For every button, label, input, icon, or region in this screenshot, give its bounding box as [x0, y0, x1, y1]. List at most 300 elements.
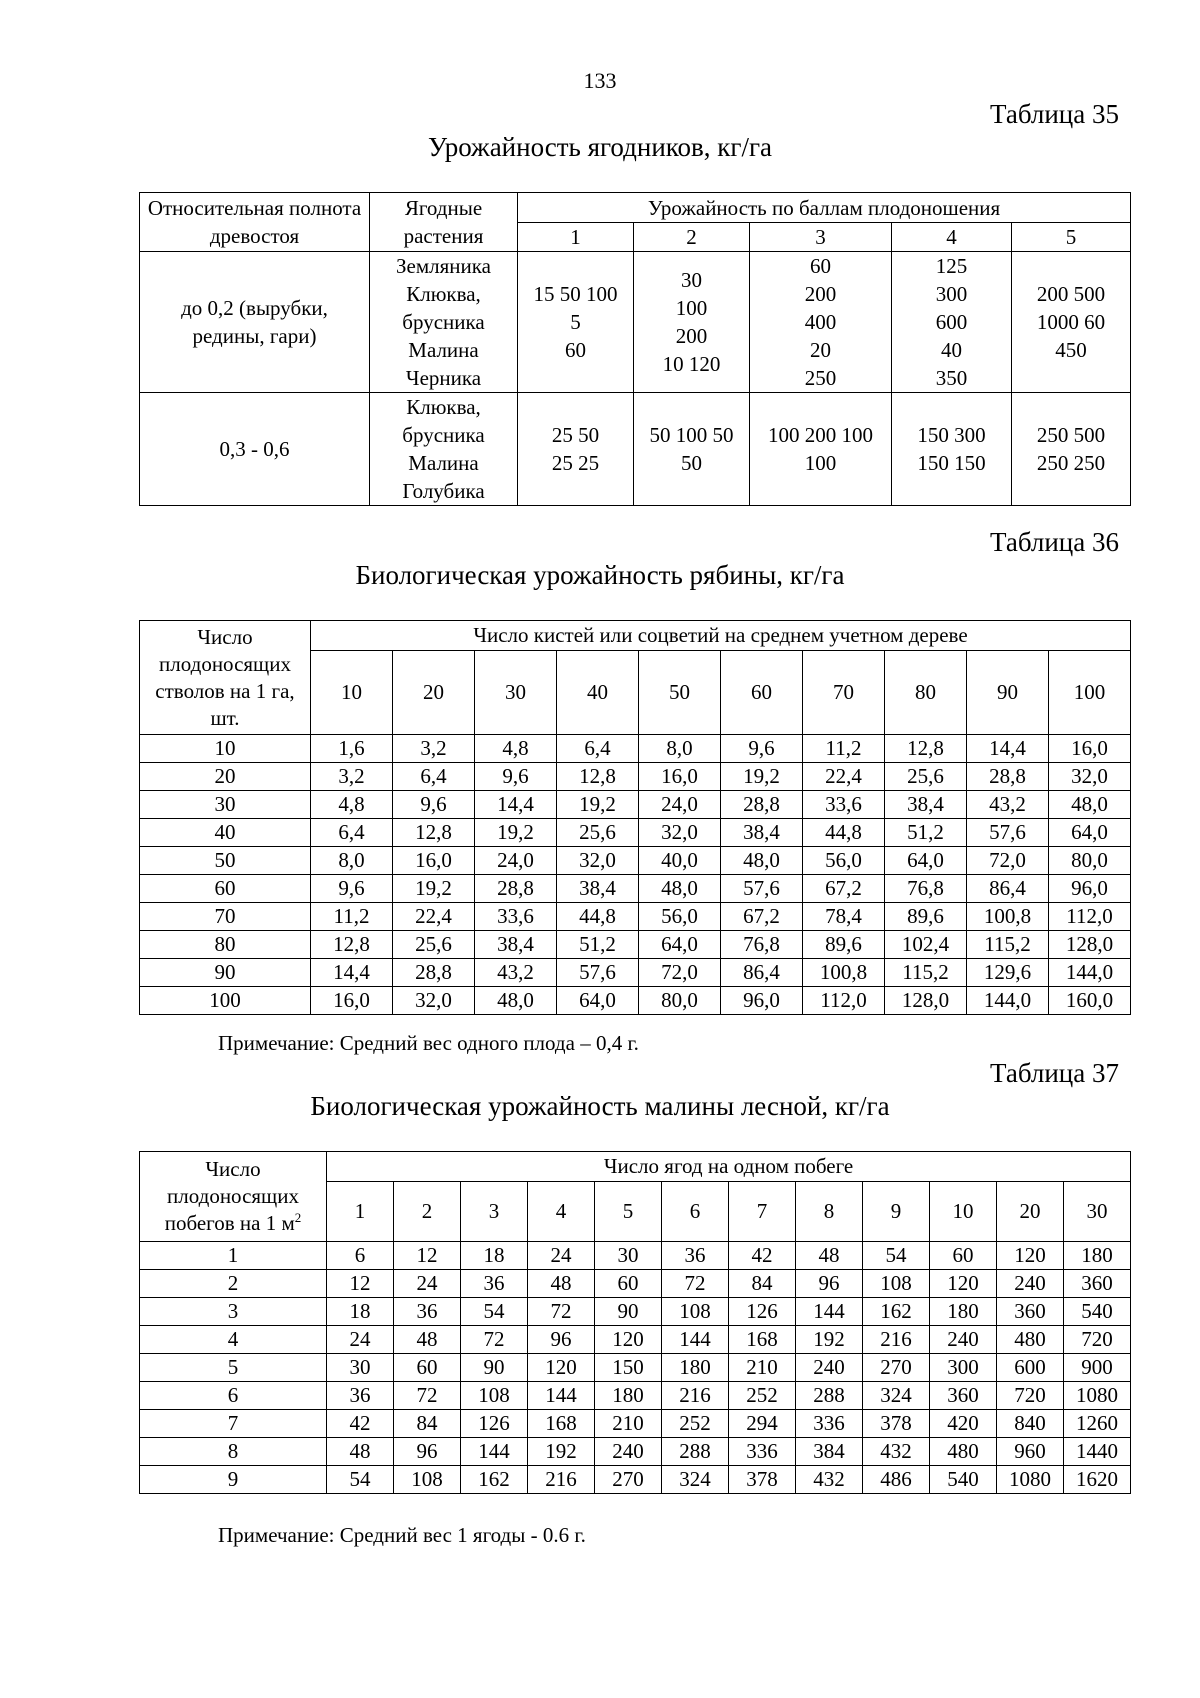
- table-cell: 432: [863, 1438, 930, 1466]
- table-cell: 28,8: [475, 875, 557, 903]
- table-cell: 600: [997, 1354, 1064, 1382]
- table-cell: 33,6: [475, 903, 557, 931]
- table-cell: 192: [796, 1326, 863, 1354]
- table-cell: 216: [662, 1382, 729, 1410]
- table-cell: 38,4: [557, 875, 639, 903]
- table-cell: 378: [863, 1410, 930, 1438]
- table-cell: 180: [930, 1298, 997, 1326]
- row-label: 60: [140, 875, 311, 903]
- table-row: [140, 931, 1131, 959]
- table-cell: 384: [796, 1438, 863, 1466]
- table-cell: 38,4: [475, 931, 557, 959]
- table-cell: 72,0: [967, 847, 1049, 875]
- row-label: 40: [140, 819, 311, 847]
- table-cell: 9,6: [721, 735, 803, 763]
- table-cell: 78,4: [803, 903, 885, 931]
- table-cell: 540: [1064, 1298, 1131, 1326]
- table-cell: 180: [662, 1354, 729, 1382]
- table-row: [140, 1298, 1131, 1326]
- table-cell: 900: [1064, 1354, 1131, 1382]
- table-cell: 96,0: [721, 987, 803, 1015]
- table-cell: 86,4: [721, 959, 803, 987]
- row-label: 1: [140, 1242, 327, 1270]
- table-cell: 36: [394, 1298, 461, 1326]
- table35-density: до 0,2 (вырубки, редины, гари): [140, 252, 370, 393]
- table-cell: 324: [863, 1382, 930, 1410]
- table-cell: 57,6: [967, 819, 1049, 847]
- table-cell: 64,0: [557, 987, 639, 1015]
- table-cell: 120: [930, 1270, 997, 1298]
- table-cell: 60: [595, 1270, 662, 1298]
- table-row: [140, 1466, 1131, 1494]
- row-label: 90: [140, 959, 311, 987]
- table-cell: 9,6: [311, 875, 393, 903]
- table-cell: 102,4: [885, 931, 967, 959]
- table35-cell: 60 200 400 20 250: [750, 252, 892, 393]
- table36-col-header: 10: [311, 651, 393, 735]
- table35-plants: Земляника Клюква, брусника Малина Черника: [370, 252, 518, 393]
- table-cell: 16,0: [639, 763, 721, 791]
- table-cell: 64,0: [885, 847, 967, 875]
- table-cell: 11,2: [311, 903, 393, 931]
- table-cell: 1080: [997, 1466, 1064, 1494]
- table-cell: 96: [796, 1270, 863, 1298]
- table-cell: 72,0: [639, 959, 721, 987]
- table-cell: 11,2: [803, 735, 885, 763]
- table-cell: 80,0: [639, 987, 721, 1015]
- table-cell: 3,2: [393, 735, 475, 763]
- table-cell: 56,0: [639, 903, 721, 931]
- table-cell: 240: [595, 1438, 662, 1466]
- table-cell: 112,0: [803, 987, 885, 1015]
- table-cell: 336: [796, 1410, 863, 1438]
- table-cell: 38,4: [885, 791, 967, 819]
- table-cell: 24: [394, 1270, 461, 1298]
- table37-col-header: 6: [662, 1182, 729, 1242]
- table36: [139, 620, 1131, 1015]
- table-cell: 24: [327, 1326, 394, 1354]
- table-cell: 57,6: [721, 875, 803, 903]
- table36-row-header: Число плодоносящих стволов на 1 га, шт.: [140, 621, 311, 735]
- row-label: 30: [140, 791, 311, 819]
- table35: [139, 192, 1131, 506]
- row-label: 100: [140, 987, 311, 1015]
- table37-note: Примечание: Средний вес 1 ягоды - 0.6 г.: [218, 1523, 586, 1547]
- table-cell: 128,0: [1049, 931, 1131, 959]
- table-cell: 108: [394, 1466, 461, 1494]
- table-row: [140, 819, 1131, 847]
- table-cell: 16,0: [311, 987, 393, 1015]
- table-cell: 16,0: [1049, 735, 1131, 763]
- table-cell: 43,2: [475, 959, 557, 987]
- table35-cell: 150 300 150 150: [892, 393, 1012, 506]
- table-cell: 840: [997, 1410, 1064, 1438]
- table-cell: 19,2: [721, 763, 803, 791]
- table-cell: 240: [930, 1326, 997, 1354]
- table-cell: 32,0: [557, 847, 639, 875]
- table-cell: 24,0: [475, 847, 557, 875]
- table-cell: 120: [595, 1326, 662, 1354]
- table-cell: 44,8: [557, 903, 639, 931]
- table35-cell: 250 500 250 250: [1012, 393, 1131, 506]
- table35-group-header: Урожайность по баллам плодоношения: [518, 193, 1131, 223]
- table-cell: 120: [997, 1242, 1064, 1270]
- table-cell: 30: [327, 1354, 394, 1382]
- table37-col-header: 7: [729, 1182, 796, 1242]
- table-cell: 32,0: [1049, 763, 1131, 791]
- table-cell: 6,4: [311, 819, 393, 847]
- table-cell: 240: [796, 1354, 863, 1382]
- table-cell: 54: [863, 1242, 930, 1270]
- table-cell: 480: [930, 1438, 997, 1466]
- table35-col1-header: Относительная полнота древостоя: [140, 193, 370, 252]
- table-row: [140, 903, 1131, 931]
- table-cell: 25,6: [557, 819, 639, 847]
- table-row: [140, 735, 1131, 763]
- table-cell: 6: [327, 1242, 394, 1270]
- table35-plants: Клюква, брусника Малина Голубика: [370, 393, 518, 506]
- table-cell: 162: [461, 1466, 528, 1494]
- table37-col-header: 2: [394, 1182, 461, 1242]
- table-cell: 129,6: [967, 959, 1049, 987]
- table36-col-header: 90: [967, 651, 1049, 735]
- table-cell: 48,0: [639, 875, 721, 903]
- table-cell: 72: [461, 1326, 528, 1354]
- table35-score-header: 5: [1012, 223, 1131, 252]
- table-cell: 1080: [1064, 1382, 1131, 1410]
- table-cell: 4,8: [475, 735, 557, 763]
- table-cell: 144: [796, 1298, 863, 1326]
- table-row: [140, 1354, 1131, 1382]
- table-cell: 252: [662, 1410, 729, 1438]
- row-label: 9: [140, 1466, 327, 1494]
- table35-cell: 50 100 50 50: [634, 393, 750, 506]
- table-cell: 150: [595, 1354, 662, 1382]
- table-cell: 19,2: [475, 819, 557, 847]
- table-cell: 216: [863, 1326, 930, 1354]
- table35-score-header: 3: [750, 223, 892, 252]
- table37-col-header: 5: [595, 1182, 662, 1242]
- table-cell: 160,0: [1049, 987, 1131, 1015]
- table37-col-header: 10: [930, 1182, 997, 1242]
- table-cell: 18: [461, 1242, 528, 1270]
- table-cell: 76,8: [885, 875, 967, 903]
- table-cell: 720: [997, 1382, 1064, 1410]
- table36-label: Таблица 36: [990, 527, 1119, 557]
- table-cell: 294: [729, 1410, 796, 1438]
- table-cell: 89,6: [885, 903, 967, 931]
- table36-title: Биологическая урожайность рябины, кг/га: [355, 560, 845, 590]
- table-cell: 210: [729, 1354, 796, 1382]
- table-cell: 960: [997, 1438, 1064, 1466]
- table-cell: 108: [863, 1270, 930, 1298]
- table-cell: 168: [528, 1410, 595, 1438]
- table-cell: 1620: [1064, 1466, 1131, 1494]
- table-cell: 24,0: [639, 791, 721, 819]
- table-cell: 360: [1064, 1270, 1131, 1298]
- table37: [139, 1151, 1131, 1494]
- table-cell: 100,8: [967, 903, 1049, 931]
- table-cell: 28,8: [967, 763, 1049, 791]
- table-cell: 8,0: [639, 735, 721, 763]
- table-cell: 378: [729, 1466, 796, 1494]
- table-cell: 84: [729, 1270, 796, 1298]
- table35-score-header: 4: [892, 223, 1012, 252]
- table-cell: 9,6: [475, 763, 557, 791]
- table-cell: 126: [729, 1298, 796, 1326]
- table-cell: 360: [930, 1382, 997, 1410]
- row-label: 80: [140, 931, 311, 959]
- table-cell: 54: [461, 1298, 528, 1326]
- table-row: [140, 959, 1131, 987]
- table-cell: 8,0: [311, 847, 393, 875]
- row-label: 3: [140, 1298, 327, 1326]
- table-cell: 108: [662, 1298, 729, 1326]
- table36-note: Примечание: Средний вес одного плода – 0,4 г.: [218, 1031, 639, 1055]
- table-cell: 168: [729, 1326, 796, 1354]
- table36-group-header: Число кистей или соцветий на среднем учетном дереве: [311, 621, 1131, 651]
- table-cell: 51,2: [885, 819, 967, 847]
- table-cell: 48: [394, 1326, 461, 1354]
- table-cell: 12,8: [393, 819, 475, 847]
- table-cell: 72: [528, 1298, 595, 1326]
- table-cell: 6,4: [393, 763, 475, 791]
- table35-title: Урожайность ягодников, кг/га: [427, 132, 773, 162]
- table-row: [140, 763, 1131, 791]
- table-cell: 162: [863, 1298, 930, 1326]
- row-label: 2: [140, 1270, 327, 1298]
- table-cell: 126: [461, 1410, 528, 1438]
- table-cell: 80,0: [1049, 847, 1131, 875]
- table37-col-header: 30: [1064, 1182, 1131, 1242]
- table36-col-header: 50: [639, 651, 721, 735]
- table-row: [140, 987, 1131, 1015]
- table-cell: 28,8: [721, 791, 803, 819]
- table-cell: 270: [595, 1466, 662, 1494]
- table37-col-header: 4: [528, 1182, 595, 1242]
- row-label: 4: [140, 1326, 327, 1354]
- table-cell: 72: [394, 1382, 461, 1410]
- table-cell: 216: [528, 1466, 595, 1494]
- table-cell: 12: [394, 1242, 461, 1270]
- table-cell: 67,2: [721, 903, 803, 931]
- table-cell: 18: [327, 1298, 394, 1326]
- table-cell: 3,2: [311, 763, 393, 791]
- table-row: [140, 1242, 1131, 1270]
- table-cell: 112,0: [1049, 903, 1131, 931]
- table-cell: 67,2: [803, 875, 885, 903]
- table-cell: 24: [528, 1242, 595, 1270]
- table-cell: 144,0: [967, 987, 1049, 1015]
- table-cell: 14,4: [967, 735, 1049, 763]
- table-cell: 90: [595, 1298, 662, 1326]
- table37-row-header: [140, 1152, 327, 1242]
- table37-col-header: 9: [863, 1182, 930, 1242]
- table-cell: 84: [394, 1410, 461, 1438]
- table-cell: 48,0: [1049, 791, 1131, 819]
- table-cell: 64,0: [1049, 819, 1131, 847]
- table-cell: 360: [997, 1298, 1064, 1326]
- row-label: 10: [140, 735, 311, 763]
- table-cell: 86,4: [967, 875, 1049, 903]
- table-cell: 115,2: [885, 959, 967, 987]
- table-cell: 43,2: [967, 791, 1049, 819]
- row-label: 5: [140, 1354, 327, 1382]
- table36-col-header: 100: [1049, 651, 1131, 735]
- table35-density: 0,3 - 0,6: [140, 393, 370, 506]
- table-cell: 192: [528, 1438, 595, 1466]
- table36-col-header: 20: [393, 651, 475, 735]
- table35-cell: 15 50 100 5 60: [518, 252, 634, 393]
- row-label: 6: [140, 1382, 327, 1410]
- table36-col-header: 40: [557, 651, 639, 735]
- table-cell: 4,8: [311, 791, 393, 819]
- table-cell: 89,6: [803, 931, 885, 959]
- table37-title: Биологическая урожайность малины лесной, кг/га: [310, 1091, 890, 1121]
- table-cell: 40,0: [639, 847, 721, 875]
- table-cell: 14,4: [311, 959, 393, 987]
- table-cell: 6,4: [557, 735, 639, 763]
- table-cell: 32,0: [393, 987, 475, 1015]
- table-cell: 96,0: [1049, 875, 1131, 903]
- table-cell: 25,6: [393, 931, 475, 959]
- table-cell: 144: [461, 1438, 528, 1466]
- table35-label: Таблица 35: [990, 99, 1119, 129]
- table-cell: 54: [327, 1466, 394, 1494]
- row-label: 20: [140, 763, 311, 791]
- table37-row-header-sup: 2: [294, 1210, 302, 1225]
- table-cell: 300: [930, 1354, 997, 1382]
- table-cell: 100,8: [803, 959, 885, 987]
- table-cell: 180: [595, 1382, 662, 1410]
- table-cell: 180: [1064, 1242, 1131, 1270]
- table-cell: 48: [327, 1438, 394, 1466]
- table-row: [140, 847, 1131, 875]
- table-cell: 44,8: [803, 819, 885, 847]
- table35-cell: 200 500 1000 60 450: [1012, 252, 1131, 393]
- table35-col2-header: Ягодные растения: [370, 193, 518, 252]
- table-cell: 22,4: [393, 903, 475, 931]
- row-label: 70: [140, 903, 311, 931]
- table-cell: 12,8: [311, 931, 393, 959]
- table-row: [140, 875, 1131, 903]
- table35-cell: 30 100 200 10 120: [634, 252, 750, 393]
- table-cell: 36: [461, 1270, 528, 1298]
- table-cell: 60: [930, 1242, 997, 1270]
- table-cell: 48: [528, 1270, 595, 1298]
- table-cell: 76,8: [721, 931, 803, 959]
- table-cell: 48,0: [475, 987, 557, 1015]
- table-cell: 12,8: [885, 735, 967, 763]
- table-cell: 14,4: [475, 791, 557, 819]
- table-cell: 480: [997, 1326, 1064, 1354]
- table-row: [140, 1410, 1131, 1438]
- table-cell: 36: [662, 1242, 729, 1270]
- table37-row-header-text: Число плодоносящих побегов на 1 м: [164, 1157, 299, 1235]
- table-cell: 12,8: [557, 763, 639, 791]
- table-row: [140, 1438, 1131, 1466]
- table-row: [140, 791, 1131, 819]
- table-cell: 486: [863, 1466, 930, 1494]
- table-cell: 96: [528, 1326, 595, 1354]
- table-cell: 210: [595, 1410, 662, 1438]
- table-cell: 57,6: [557, 959, 639, 987]
- table-cell: 60: [394, 1354, 461, 1382]
- table-cell: 720: [1064, 1326, 1131, 1354]
- table-cell: 9,6: [393, 791, 475, 819]
- table35-cell: 100 200 100 100: [750, 393, 892, 506]
- table-cell: 36: [327, 1382, 394, 1410]
- table-cell: 270: [863, 1354, 930, 1382]
- table-cell: 72: [662, 1270, 729, 1298]
- table36-col-header: 30: [475, 651, 557, 735]
- page-number: 133: [583, 68, 617, 93]
- table-cell: 324: [662, 1466, 729, 1494]
- table-cell: 144: [662, 1326, 729, 1354]
- row-label: 7: [140, 1410, 327, 1438]
- table-cell: 115,2: [967, 931, 1049, 959]
- table37-group-header: Число ягод на одном побеге: [327, 1152, 1131, 1182]
- table-cell: 336: [729, 1438, 796, 1466]
- table37-label: Таблица 37: [990, 1058, 1119, 1088]
- table-cell: 252: [729, 1382, 796, 1410]
- table-cell: 48: [796, 1242, 863, 1270]
- table-cell: 22,4: [803, 763, 885, 791]
- table-cell: 540: [930, 1466, 997, 1494]
- table35-score-header: 2: [634, 223, 750, 252]
- table-cell: 42: [327, 1410, 394, 1438]
- table-cell: 64,0: [639, 931, 721, 959]
- table35-cell: 125 300 600 40 350: [892, 252, 1012, 393]
- table37-col-header: 1: [327, 1182, 394, 1242]
- table-cell: 144: [528, 1382, 595, 1410]
- table37-col-header: 8: [796, 1182, 863, 1242]
- table-cell: 288: [796, 1382, 863, 1410]
- table-cell: 38,4: [721, 819, 803, 847]
- table-cell: 432: [796, 1466, 863, 1494]
- table-cell: 12: [327, 1270, 394, 1298]
- table-cell: 90: [461, 1354, 528, 1382]
- table-row: [140, 1382, 1131, 1410]
- table-cell: 108: [461, 1382, 528, 1410]
- table-cell: 48,0: [721, 847, 803, 875]
- table-cell: 1440: [1064, 1438, 1131, 1466]
- table-cell: 16,0: [393, 847, 475, 875]
- table37-col-header: 20: [997, 1182, 1064, 1242]
- table-row: [140, 1270, 1131, 1298]
- table-row: [140, 1326, 1131, 1354]
- table37-col-header: 3: [461, 1182, 528, 1242]
- table-cell: 25,6: [885, 763, 967, 791]
- table-cell: 56,0: [803, 847, 885, 875]
- table-cell: 28,8: [393, 959, 475, 987]
- table-cell: 96: [394, 1438, 461, 1466]
- table-cell: 19,2: [393, 875, 475, 903]
- table-cell: 51,2: [557, 931, 639, 959]
- table-cell: 128,0: [885, 987, 967, 1015]
- table35-score-header: 1: [518, 223, 634, 252]
- table-cell: 144,0: [1049, 959, 1131, 987]
- table-cell: 288: [662, 1438, 729, 1466]
- table-cell: 30: [595, 1242, 662, 1270]
- table-cell: 32,0: [639, 819, 721, 847]
- table-cell: 33,6: [803, 791, 885, 819]
- row-label: 50: [140, 847, 311, 875]
- table-cell: 1,6: [311, 735, 393, 763]
- table-cell: 42: [729, 1242, 796, 1270]
- table-cell: 1260: [1064, 1410, 1131, 1438]
- table35-cell: 25 50 25 25: [518, 393, 634, 506]
